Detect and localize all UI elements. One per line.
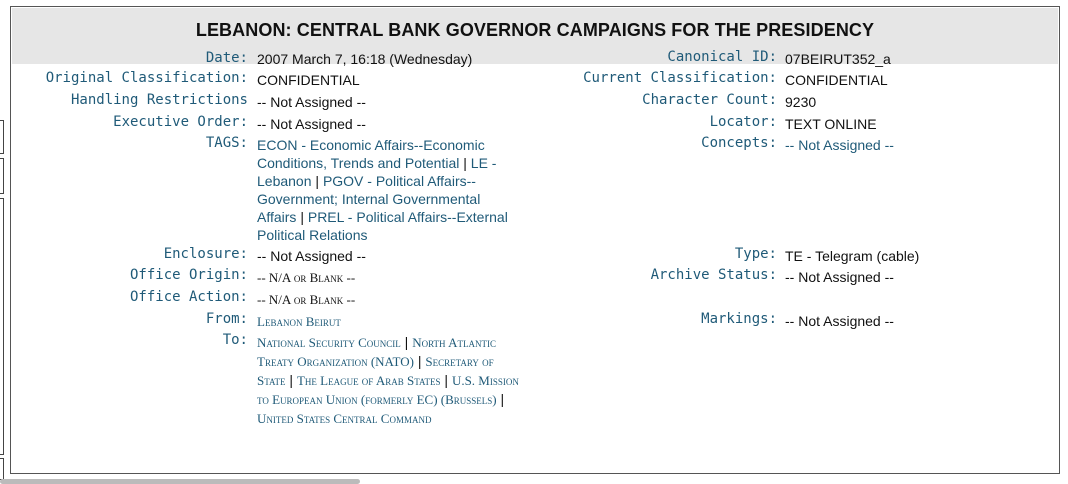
concepts-label: Concepts: [701,135,777,151]
date-label: Date: [205,50,248,66]
from-link[interactable]: Lebanon Beirut [257,314,341,329]
type-value: TE - Telegram (cable) [785,248,920,264]
original-classification-value: CONFIDENTIAL [257,72,360,88]
handling-restrictions-label: Handling Restrictions [70,92,248,108]
current-classification-value: CONFIDENTIAL [785,72,888,88]
enclosure-value: -- Not Assigned -- [257,248,366,264]
to-list: National Security Council | North Atlantic Treaty Organization (NATO) | Secretary of State | The League of Arab States | U.S. Mission to European Union (formerly EC) (Brussels) | United States Central Command [257,334,519,426]
to-link-secstate[interactable]: Secretary of State [257,354,494,388]
tag-link-pgov[interactable]: PGOV - Political Affairs--Government; Internal Governmental Affairs [257,173,481,225]
handling-restrictions-value: -- Not Assigned -- [257,94,366,110]
executive-order-label: Executive Order: [113,114,248,130]
canonical-id-label: Canonical ID: [667,49,777,65]
character-count-value: 9230 [785,94,817,110]
tag-link-econ[interactable]: ECON - Economic Affairs--Economic Conditions, Trends and Potential [257,137,485,171]
tag-link-prel[interactable]: PREL - Political Affairs--External Political Relations [257,209,508,243]
page-title: LEBANON: CENTRAL BANK GOVERNOR CAMPAIGNS FOR THE PRESIDENCY [195,20,875,40]
archive-status-label: Archive Status: [650,267,777,283]
office-action-label: Office Action: [129,289,248,305]
archive-status-value: -- Not Assigned -- [785,269,894,285]
tag-link-le[interactable]: LE - Lebanon [257,155,497,189]
enclosure-label: Enclosure: [163,246,248,262]
to-link-usmission-eu[interactable]: U.S. Mission to European Union (formerly EC) (Brussels) [257,373,519,407]
office-action-value: -- N/A or Blank -- [257,292,356,307]
tags-label: TAGS: [205,135,248,151]
markings-label: Markings: [701,311,777,327]
tags-list: ECON - Economic Affairs--Economic Conditions, Trends and Potential | LE - Lebanon | PGOV - Political Affairs--Government; Internal Governmental Affairs | PREL - Political Affairs--External Political Relations [257,137,508,243]
to-label: To: [222,332,248,348]
character-count-label: Character Count: [642,92,777,108]
to-link-nsc[interactable]: National Security Council [257,335,401,350]
cable-metadata-panel [10,6,1060,474]
markings-value: -- Not Assigned -- [785,313,894,329]
executive-order-value: -- Not Assigned -- [257,116,366,132]
title-bar [12,8,1058,64]
side-bracket-3 [0,198,4,455]
office-origin-label: Office Origin: [129,267,248,283]
type-label: Type: [734,246,777,262]
to-link-nato[interactable]: North Atlantic Treaty Organization (NATO) [257,335,496,369]
original-classification-label: Original Classification: [45,70,248,86]
from-label: From: [205,311,248,327]
side-bracket-4 [0,458,4,480]
office-origin-value: -- N/A or Blank -- [257,270,356,285]
to-link-centcom[interactable]: United States Central Command [257,411,432,426]
current-classification-label: Current Classification: [583,70,777,86]
to-link-arab-league[interactable]: The League of Arab States [296,373,441,388]
concepts-link[interactable]: -- Not Assigned -- [785,137,894,153]
horizontal-scrollbar[interactable] [0,479,360,484]
locator-value: TEXT ONLINE [785,116,877,132]
canonical-id-value: 07BEIRUT352_a [785,51,891,67]
date-value: 2007 March 7, 16:18 (Wednesday) [257,51,473,67]
side-bracket-1 [0,120,4,154]
side-bracket-2 [0,158,4,194]
locator-label: Locator: [709,114,777,130]
